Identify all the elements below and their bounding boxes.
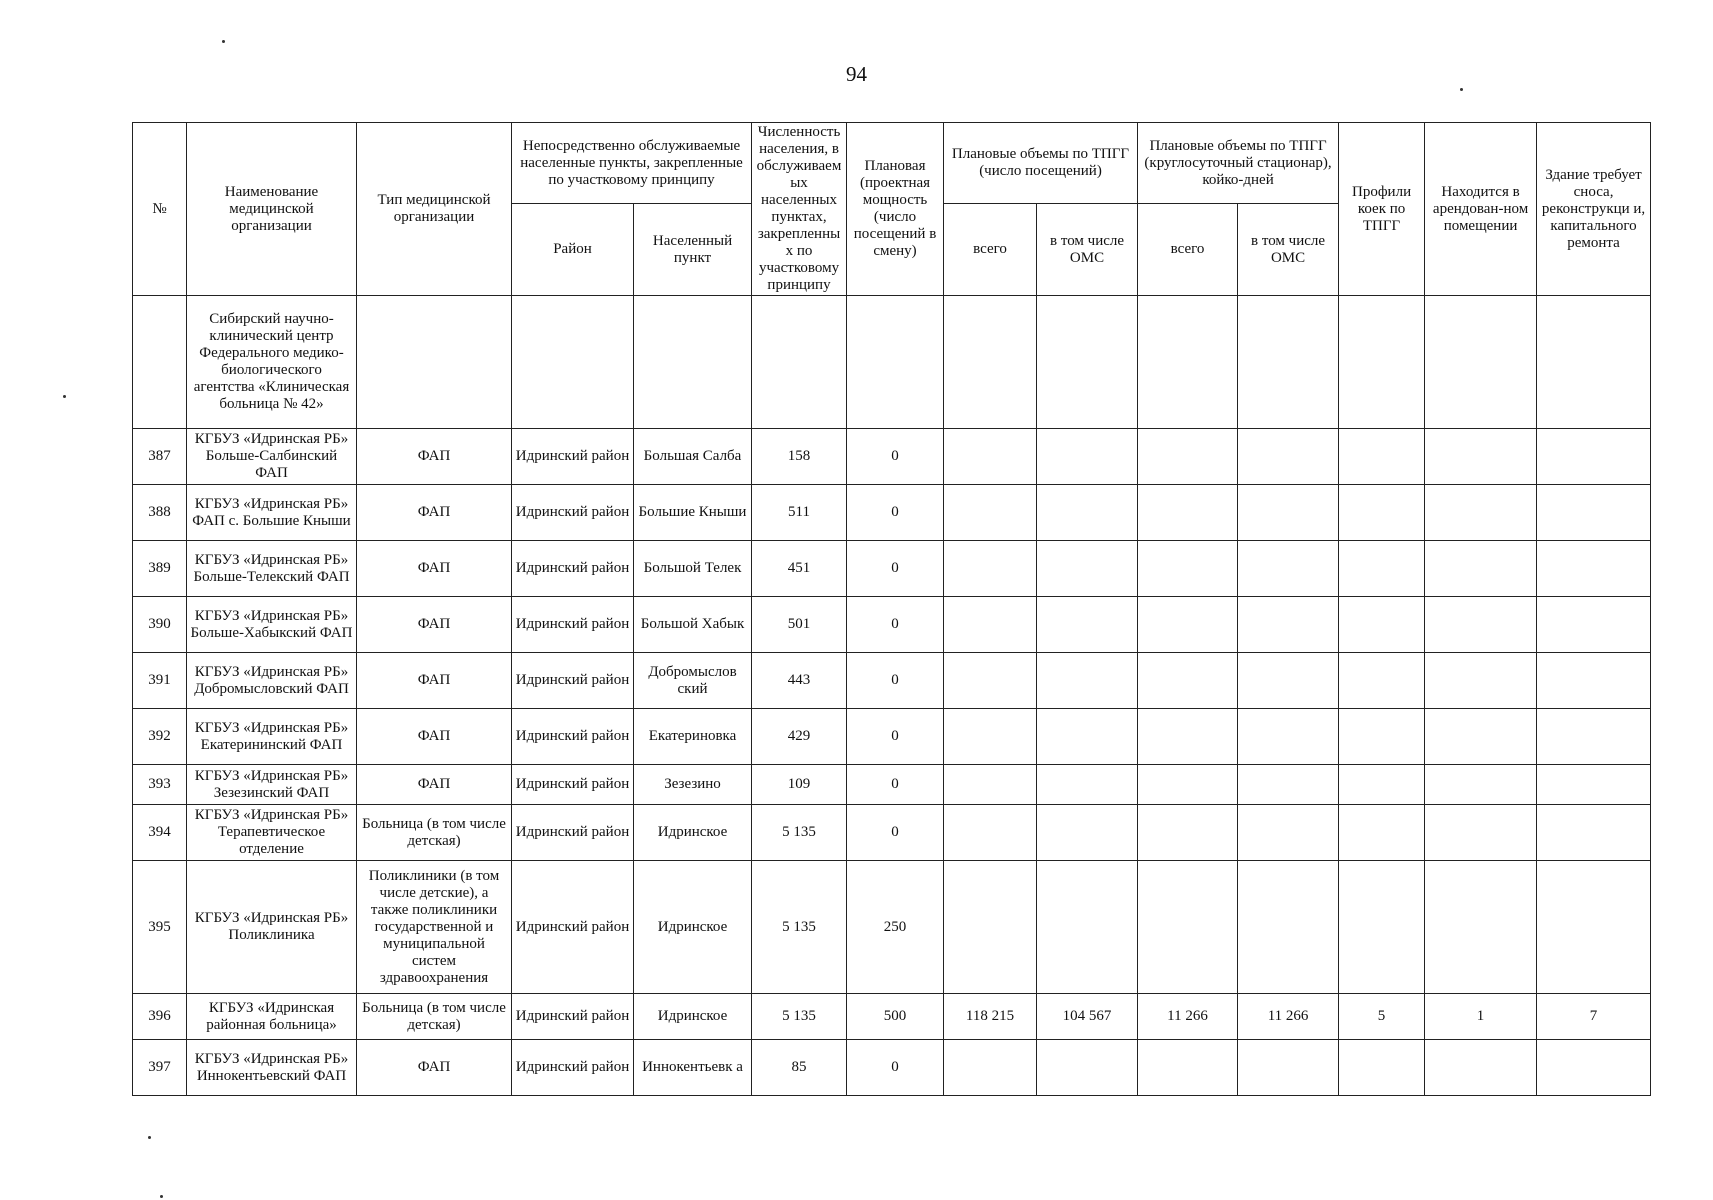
row-visits-oms [1037, 765, 1138, 805]
row-visits-total [944, 429, 1037, 485]
table-row [133, 994, 1651, 1040]
row-number: 388 [133, 485, 187, 541]
row-visits-total [944, 597, 1037, 653]
row-number: 394 [133, 805, 187, 861]
row-number: 393 [133, 765, 187, 805]
row-demolition: 7 [1537, 994, 1651, 1040]
header-org-type: Тип медицинской организации [357, 123, 512, 296]
row-bed-oms [1238, 653, 1339, 709]
row-profiles [1339, 485, 1425, 541]
row-locality: Большой Хабык [634, 597, 752, 653]
row-leased [1425, 1040, 1537, 1096]
row-profiles: 5 [1339, 994, 1425, 1040]
row-district: Идринский район [512, 541, 634, 597]
row-demolition [1537, 709, 1651, 765]
row-population: 429 [752, 709, 847, 765]
row-district: Идринский район [512, 1040, 634, 1096]
row-locality: Идринское [634, 994, 752, 1040]
row-visits-oms [1037, 861, 1138, 994]
row-district: Идринский район [512, 597, 634, 653]
row-type: Поликлиники (в том числе детские), а также поликлиники государственной и муниципальной систем здравоохранения [357, 861, 512, 994]
row-district: Идринский район [512, 709, 634, 765]
row-capacity: 0 [847, 653, 944, 709]
row-leased [1425, 805, 1537, 861]
row-leased [1425, 597, 1537, 653]
row-name: КГБУЗ «Идринская районная больница» [187, 994, 357, 1040]
row-capacity: 250 [847, 861, 944, 994]
row-population: 443 [752, 653, 847, 709]
row-leased [1425, 541, 1537, 597]
row-name: КГБУЗ «Идринская РБ» Поликлиника [187, 861, 357, 994]
header-no: № [133, 123, 187, 296]
table-row [133, 485, 1651, 541]
table-row [133, 541, 1651, 597]
row-locality: Зезезино [634, 765, 752, 805]
row-capacity: 0 [847, 765, 944, 805]
row-demolition [1537, 485, 1651, 541]
row-bed-oms [1238, 709, 1339, 765]
scan-speck [160, 1195, 163, 1198]
row-demolition [1537, 429, 1651, 485]
row-locality: Добромыслов ский [634, 653, 752, 709]
table-row [133, 1040, 1651, 1096]
row-bed-oms [1238, 765, 1339, 805]
header-leased: Находится в арендован-ном помещении [1425, 123, 1537, 296]
row-visits-total [944, 1040, 1037, 1096]
row-type: ФАП [357, 765, 512, 805]
row-number: 395 [133, 861, 187, 994]
header-visits-oms: в том числе ОМС [1037, 204, 1138, 296]
row-name: КГБУЗ «Идринская РБ» Иннокентьевский ФАП [187, 1040, 357, 1096]
row-demolition [1537, 805, 1651, 861]
row-name: КГБУЗ «Идринская РБ» Больше-Хабыкский ФАП [187, 597, 357, 653]
header-locality: Населенный пункт [634, 204, 752, 296]
row-profiles [1339, 597, 1425, 653]
row-number: 389 [133, 541, 187, 597]
row-profiles [1339, 709, 1425, 765]
row-name: КГБУЗ «Идринская РБ» Добромысловский ФАП [187, 653, 357, 709]
row-number: 387 [133, 429, 187, 485]
row-demolition [1537, 597, 1651, 653]
row-name: КГБУЗ «Идринская РБ» ФАП с. Большие Кныши [187, 485, 357, 541]
row-visits-oms [1037, 541, 1138, 597]
row-visits-oms [1037, 485, 1138, 541]
row-visits-oms [1037, 709, 1138, 765]
scan-speck [63, 395, 66, 398]
row-name: КГБУЗ «Идринская РБ» Екатерининский ФАП [187, 709, 357, 765]
row-visits-total [944, 765, 1037, 805]
table-row [133, 653, 1651, 709]
row-profiles [1339, 541, 1425, 597]
header-bed-total: всего [1138, 204, 1238, 296]
row-bed-total [1138, 485, 1238, 541]
row-population: 109 [752, 765, 847, 805]
header-served-points: Непосредственно обслуживаемые населенные пункты, закрепленные по участковому принципу [512, 123, 752, 204]
row-type: ФАП [357, 429, 512, 485]
table-body [133, 296, 1651, 1096]
row-visits-total [944, 805, 1037, 861]
row-bed-total [1138, 709, 1238, 765]
row-visits-oms [1037, 653, 1138, 709]
table-row [133, 861, 1651, 994]
row-locality: Большая Салба [634, 429, 752, 485]
row-district: Идринский район [512, 485, 634, 541]
row-population: 5 135 [752, 805, 847, 861]
group-title-row [133, 296, 1651, 429]
row-number: 397 [133, 1040, 187, 1096]
table-row [133, 597, 1651, 653]
row-number: 390 [133, 597, 187, 653]
page-number: 94 [846, 62, 867, 86]
row-leased [1425, 861, 1537, 994]
row-population: 5 135 [752, 861, 847, 994]
row-district: Идринский район [512, 765, 634, 805]
row-visits-oms: 104 567 [1037, 994, 1138, 1040]
row-visits-total: 118 215 [944, 994, 1037, 1040]
row-leased [1425, 429, 1537, 485]
row-profiles [1339, 653, 1425, 709]
table-header [133, 123, 1651, 296]
row-district: Идринский район [512, 429, 634, 485]
row-district: Идринский район [512, 994, 634, 1040]
row-bed-oms [1238, 1040, 1339, 1096]
row-district: Идринский район [512, 861, 634, 994]
table-row [133, 805, 1651, 861]
header-capacity: Плановая (проектная мощность (число посещений в смену) [847, 123, 944, 296]
row-profiles [1339, 429, 1425, 485]
row-population: 451 [752, 541, 847, 597]
table-row [133, 709, 1651, 765]
row-number: 396 [133, 994, 187, 1040]
row-bed-total [1138, 653, 1238, 709]
row-capacity: 0 [847, 597, 944, 653]
row-bed-oms: 11 266 [1238, 994, 1339, 1040]
row-population: 158 [752, 429, 847, 485]
row-name: КГБУЗ «Идринская РБ» Терапевтическое отделение [187, 805, 357, 861]
row-bed-oms [1238, 805, 1339, 861]
row-name: КГБУЗ «Идринская РБ» Больше-Телекский ФАП [187, 541, 357, 597]
row-visits-total [944, 485, 1037, 541]
row-population: 85 [752, 1040, 847, 1096]
scan-speck [222, 40, 225, 43]
header-bed-oms: в том числе ОМС [1238, 204, 1339, 296]
row-locality: Большие Кныши [634, 485, 752, 541]
row-visits-total [944, 709, 1037, 765]
row-demolition [1537, 541, 1651, 597]
group-title: Сибирский научно-клинический центр Федерального медико-биологического агентства «Клиническая больница № 42» [187, 296, 357, 429]
row-leased: 1 [1425, 994, 1537, 1040]
row-name: КГБУЗ «Идринская РБ» Зезезинский ФАП [187, 765, 357, 805]
row-locality: Екатериновка [634, 709, 752, 765]
table-row [133, 429, 1651, 485]
row-visits-oms [1037, 597, 1138, 653]
row-capacity: 0 [847, 709, 944, 765]
row-bed-oms [1238, 541, 1339, 597]
row-demolition [1537, 765, 1651, 805]
header-org-name: Наименование медицинской организации [187, 123, 357, 296]
row-bed-oms [1238, 597, 1339, 653]
row-bed-oms [1238, 861, 1339, 994]
row-profiles [1339, 1040, 1425, 1096]
row-capacity: 0 [847, 541, 944, 597]
row-profiles [1339, 805, 1425, 861]
header-district: Район [512, 204, 634, 296]
row-bed-total [1138, 597, 1238, 653]
row-locality: Идринское [634, 861, 752, 994]
row-population: 5 135 [752, 994, 847, 1040]
row-population: 511 [752, 485, 847, 541]
row-type: ФАП [357, 709, 512, 765]
facilities-table [132, 122, 1651, 1096]
row-visits-oms [1037, 1040, 1138, 1096]
row-locality: Иннокентьевк а [634, 1040, 752, 1096]
row-district: Идринский район [512, 653, 634, 709]
row-leased [1425, 765, 1537, 805]
row-capacity: 0 [847, 1040, 944, 1096]
row-bed-oms [1238, 429, 1339, 485]
row-name: КГБУЗ «Идринская РБ» Больше-Салбинский ФАП [187, 429, 357, 485]
row-bed-total [1138, 429, 1238, 485]
row-capacity: 0 [847, 429, 944, 485]
row-profiles [1339, 861, 1425, 994]
header-visits: Плановые объемы по ТПГГ (число посещений) [944, 123, 1138, 204]
row-bed-total [1138, 765, 1238, 805]
row-type: ФАП [357, 541, 512, 597]
row-bed-total [1138, 805, 1238, 861]
row-bed-total [1138, 541, 1238, 597]
row-leased [1425, 653, 1537, 709]
row-type: Больница (в том числе детская) [357, 994, 512, 1040]
row-bed-total: 11 266 [1138, 994, 1238, 1040]
row-type: ФАП [357, 597, 512, 653]
row-bed-total [1138, 861, 1238, 994]
row-capacity: 500 [847, 994, 944, 1040]
row-leased [1425, 485, 1537, 541]
row-locality: Большой Телек [634, 541, 752, 597]
header-visits-total: всего [944, 204, 1037, 296]
row-bed-total [1138, 1040, 1238, 1096]
row-profiles [1339, 765, 1425, 805]
row-type: ФАП [357, 485, 512, 541]
row-locality: Идринское [634, 805, 752, 861]
row-demolition [1537, 653, 1651, 709]
header-population: Численность населения, в обслуживаем ых населенных пунктах, закрепленных по участковому принципу [752, 123, 847, 296]
row-visits-oms [1037, 805, 1138, 861]
row-population: 501 [752, 597, 847, 653]
header-bed-days: Плановые объемы по ТПГГ (круглосуточный стационар), койко-дней [1138, 123, 1339, 204]
scan-speck [148, 1136, 151, 1139]
row-visits-oms [1037, 429, 1138, 485]
scan-speck [1460, 88, 1463, 91]
row-demolition [1537, 861, 1651, 994]
row-leased [1425, 709, 1537, 765]
row-type: Больница (в том числе детская) [357, 805, 512, 861]
row-bed-oms [1238, 485, 1339, 541]
row-number: 392 [133, 709, 187, 765]
row-type: ФАП [357, 653, 512, 709]
row-district: Идринский район [512, 805, 634, 861]
row-visits-total [944, 653, 1037, 709]
row-capacity: 0 [847, 805, 944, 861]
row-number: 391 [133, 653, 187, 709]
row-demolition [1537, 1040, 1651, 1096]
row-type: ФАП [357, 1040, 512, 1096]
table-row [133, 765, 1651, 805]
row-capacity: 0 [847, 485, 944, 541]
row-visits-total [944, 861, 1037, 994]
row-visits-total [944, 541, 1037, 597]
header-bed-profiles: Профили коек по ТПГГ [1339, 123, 1425, 296]
header-demolition: Здание требует сноса, реконструкци и, капитального ремонта [1537, 123, 1651, 296]
